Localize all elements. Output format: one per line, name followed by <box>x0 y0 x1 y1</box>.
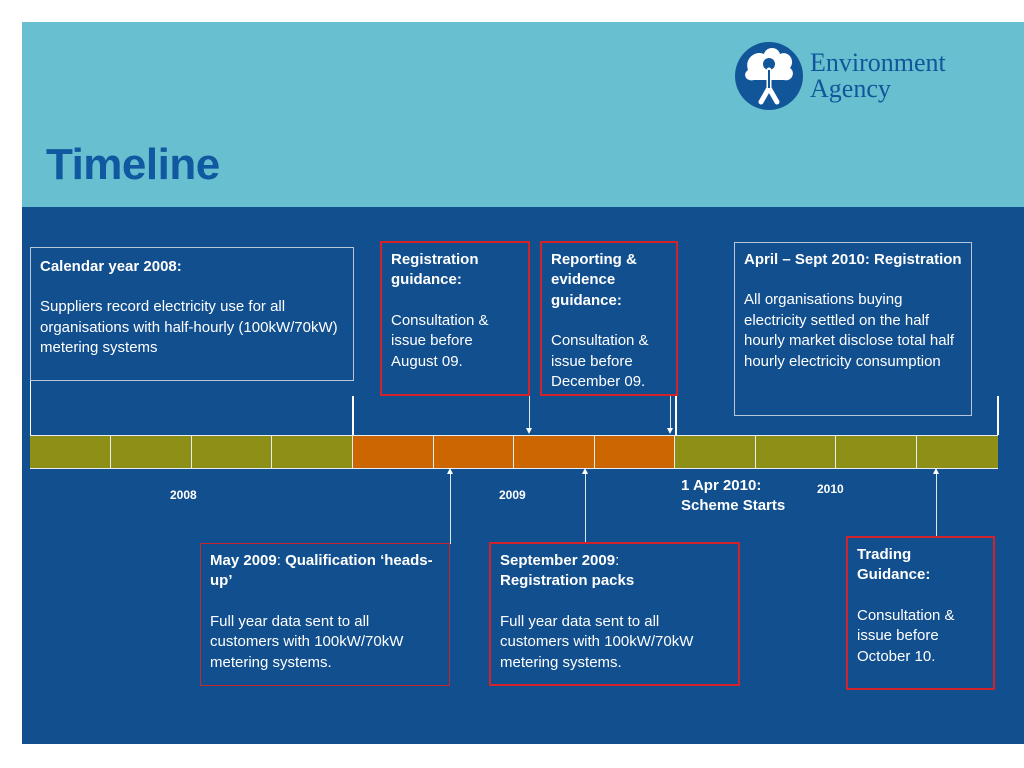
timeline-segment <box>353 436 434 468</box>
timeline-segment <box>514 436 595 468</box>
year-label-2010: 2010 <box>817 482 844 496</box>
may-2009-heading <box>210 551 440 592</box>
scheme-start-date: 1 Apr 2010: <box>681 477 762 494</box>
divider-2010-start <box>675 396 677 435</box>
september-2009-colon: : <box>615 552 620 569</box>
logo-line-2: Agency <box>810 74 891 103</box>
connector-trading <box>936 474 937 538</box>
calendar-2008-box <box>30 247 354 381</box>
connector-sept-2009 <box>585 474 586 544</box>
september-2009-heading <box>500 551 729 592</box>
environment-agency-logo <box>734 40 994 114</box>
reporting-guidance-body: Consultation & issue before December 09. <box>551 332 649 391</box>
may-2009-body: Full year data sent to all customers with 100kW/70kW metering systems. <box>210 612 404 671</box>
divider-2010-end <box>997 396 999 435</box>
logo-line-1: Environment <box>810 48 946 77</box>
scheme-start-label <box>681 476 785 516</box>
timeline-segment <box>756 436 836 468</box>
registration-guidance-heading: Registration guidance: <box>391 251 479 289</box>
page-title: Timeline <box>46 140 220 189</box>
calendar-2008-body: Suppliers record electricity use for all organisations with half-hourly (100kW/70kW) metering systems <box>40 298 338 357</box>
arrow-down-icon <box>667 428 673 434</box>
logo-wordmark <box>810 50 946 102</box>
timeline-segment <box>272 436 353 468</box>
april-sept-2010-box <box>734 242 972 416</box>
connector-may-2009 <box>450 474 451 544</box>
timeline-segment <box>595 436 675 468</box>
reporting-guidance-box <box>540 241 678 396</box>
calendar-2008-heading: Calendar year 2008: <box>40 258 182 275</box>
registration-guidance-body: Consultation & issue before August 09. <box>391 311 489 370</box>
may-2009-title: Qualification ‘heads-up’ <box>210 552 433 590</box>
trading-guidance-body: Consultation & issue before October 10. <box>857 606 955 665</box>
timeline-segment <box>111 436 192 468</box>
timeline-bar <box>30 435 998 469</box>
may-2009-date: May 2009 <box>210 552 277 569</box>
trading-guidance-heading: Trading Guidance: <box>857 546 931 584</box>
agency-emblem-icon <box>734 40 804 112</box>
year-label-2009: 2009 <box>499 488 526 502</box>
scheme-start-text: Scheme Starts <box>681 497 786 514</box>
may-2009-colon: : <box>276 552 286 569</box>
timeline-segment <box>836 436 917 468</box>
connector-reporting <box>670 396 671 429</box>
september-2009-title: Registration packs <box>500 572 635 590</box>
september-2009-body: Full year data sent to all customers with 100kW/70kW metering systems. <box>500 612 694 671</box>
header-band <box>22 22 1024 207</box>
divider-2009-start <box>352 396 354 435</box>
timeline-segment <box>675 436 756 468</box>
connector-registration <box>529 396 530 429</box>
timeline-segment <box>917 436 998 468</box>
reporting-guidance-heading: Reporting & evidence guidance: <box>551 251 637 309</box>
september-2009-box <box>489 542 740 686</box>
trading-guidance-box <box>846 536 995 690</box>
timeline-segment <box>30 436 111 468</box>
may-2009-box <box>200 543 450 686</box>
september-2009-date: September 2009 <box>500 552 616 569</box>
slide <box>22 22 1024 744</box>
timeline-segment <box>192 436 272 468</box>
year-label-2008: 2008 <box>170 488 197 502</box>
arrow-down-icon <box>526 428 532 434</box>
april-sept-2010-body: All organisations buying electricity settled on the half hourly market disclose total half hourly electricity consumption <box>744 291 955 370</box>
timeline-segment <box>434 436 514 468</box>
divider-2008-start <box>30 381 31 435</box>
april-sept-2010-heading: April – Sept 2010: Registration <box>744 251 962 268</box>
registration-guidance-box <box>380 241 530 396</box>
